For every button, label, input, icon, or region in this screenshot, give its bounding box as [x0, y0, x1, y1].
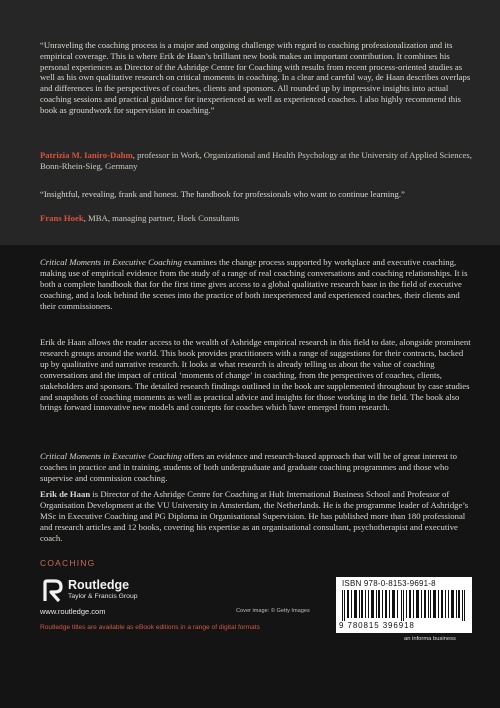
- book-title: Critical Moments in Executive Coaching: [40, 451, 182, 461]
- routledge-logo-icon: [42, 579, 64, 603]
- author-name: Erik de Haan: [40, 489, 91, 499]
- cover-credit: Cover image: © Getty Images: [236, 608, 310, 614]
- publisher-group: Taylor & Francis Group: [68, 593, 138, 600]
- description-paragraph-3: Critical Moments in Executive Coaching offers an evidence and research-based approach that will be of great interest to coaches in practice and in training, students of both undergraduate and graduate coaching programmes and those who supervise and commission coaching.: [40, 451, 457, 483]
- endorsements-panel: [0, 0, 500, 245]
- book-title: Critical Moments in Executive Coaching: [40, 257, 182, 267]
- endorser-name-2: Frans Hoek: [40, 213, 84, 223]
- endorsement-attribution-1: [40, 150, 472, 172]
- endorser-affiliation-1: , professor in Work, Organizational and Health Psychology at the University of Applied Sciences, Bonn-Rhein-Sieg, Germany: [40, 150, 472, 171]
- description-paragraph-1: Critical Moments in Executive Coaching examines the change process supported by workplace and executive coaching, making use of empirical evidence from the study of a range of real coaching conversations and coaching relationships. It is both a complete handbook that for the first time gives access to a global qualitative research base in the field of executive coaching, and a look behind the scenes into the practice of both inexperienced and experienced coaches, their clients and their commissioners.: [40, 257, 468, 311]
- ebook-note: Routledge titles are available as eBook editions in a range of digital formats: [40, 624, 260, 631]
- category-label: COACHING: [40, 558, 96, 568]
- endorser-name-1: Patrizia M. Ianiro-Dahm: [40, 150, 133, 160]
- endorsement-attribution-2: [40, 213, 472, 224]
- informa-tagline: an informa business: [404, 636, 456, 642]
- author-bio: Erik de Haan is Director of the Ashridge Centre for Coaching at Hult International Business School and Professor of Organisation Development at the VU University in Amsterdam, the Netherlands. He is the programme leader of Ashridge’s MSc in Executive Coaching and PG Diploma in Organisational Supervision. He has published more than 180 professional and research articles and 12 books, covering his expertise as an organisational consultant, psychotherapist and executive coach.: [40, 489, 469, 543]
- barcode-digits: 9 780815 396918: [339, 621, 415, 630]
- endorsement-quote-2: “Insightful, revealing, frank and honest. The handbook for professionals who want to continue learning.”: [40, 189, 405, 199]
- endorser-affiliation-2: , MBA, managing partner, Hoek Consultants: [83, 213, 240, 223]
- isbn-label: ISBN 978-0-8153-9691-8: [342, 579, 436, 588]
- barcode-icon: [342, 590, 466, 621]
- isbn-barcode: [336, 577, 472, 633]
- publisher-name: Routledge: [68, 578, 130, 592]
- endorsement-quote-1: “Unraveling the coaching process is a major and ongoing challenge with regard to coaching professionalization and its empirical coverage. This is where Erik de Haan’s brilliant new book makes an important contribution. It combines his personal experiences as Director of the Ashridge Centre for Coaching with results from recent process-oriented studies as well as his own qualitative research on critical moments in coaching. In a clear and careful way, de Haan describes overlaps and differences in the perspectives of coaches, clients and sponsors. All rounded up by impressive insights into actual coaching sessions and practical guidance for inexperienced as well as experienced coaches. I also highly recommend this book as groundwork for supervision in coaching.”: [40, 40, 471, 115]
- publisher-url[interactable]: www.routledge.com: [40, 607, 106, 616]
- description-paragraph-2: Erik de Haan allows the reader access to the wealth of Ashridge empirical research in this field to date, alongside prominent research groups around the world. This book provides practitioners with a range of suggestions for their contracts, backed up by qualitative and narrative research. It looks at what research is already telling us about the value of coaching conversations and the impact of critical ‘moments of change’ in coaching, from the perspectives of coaches, clients, stakeholders and sponsors. The detailed research findings outlined in the book are supplemented throughout by case studies and snapshots of coaching moments as well as practical advice and insights for those working in the field. The book also brings forward innovative new models and concepts for coaches which have emerged from research.: [40, 337, 471, 413]
